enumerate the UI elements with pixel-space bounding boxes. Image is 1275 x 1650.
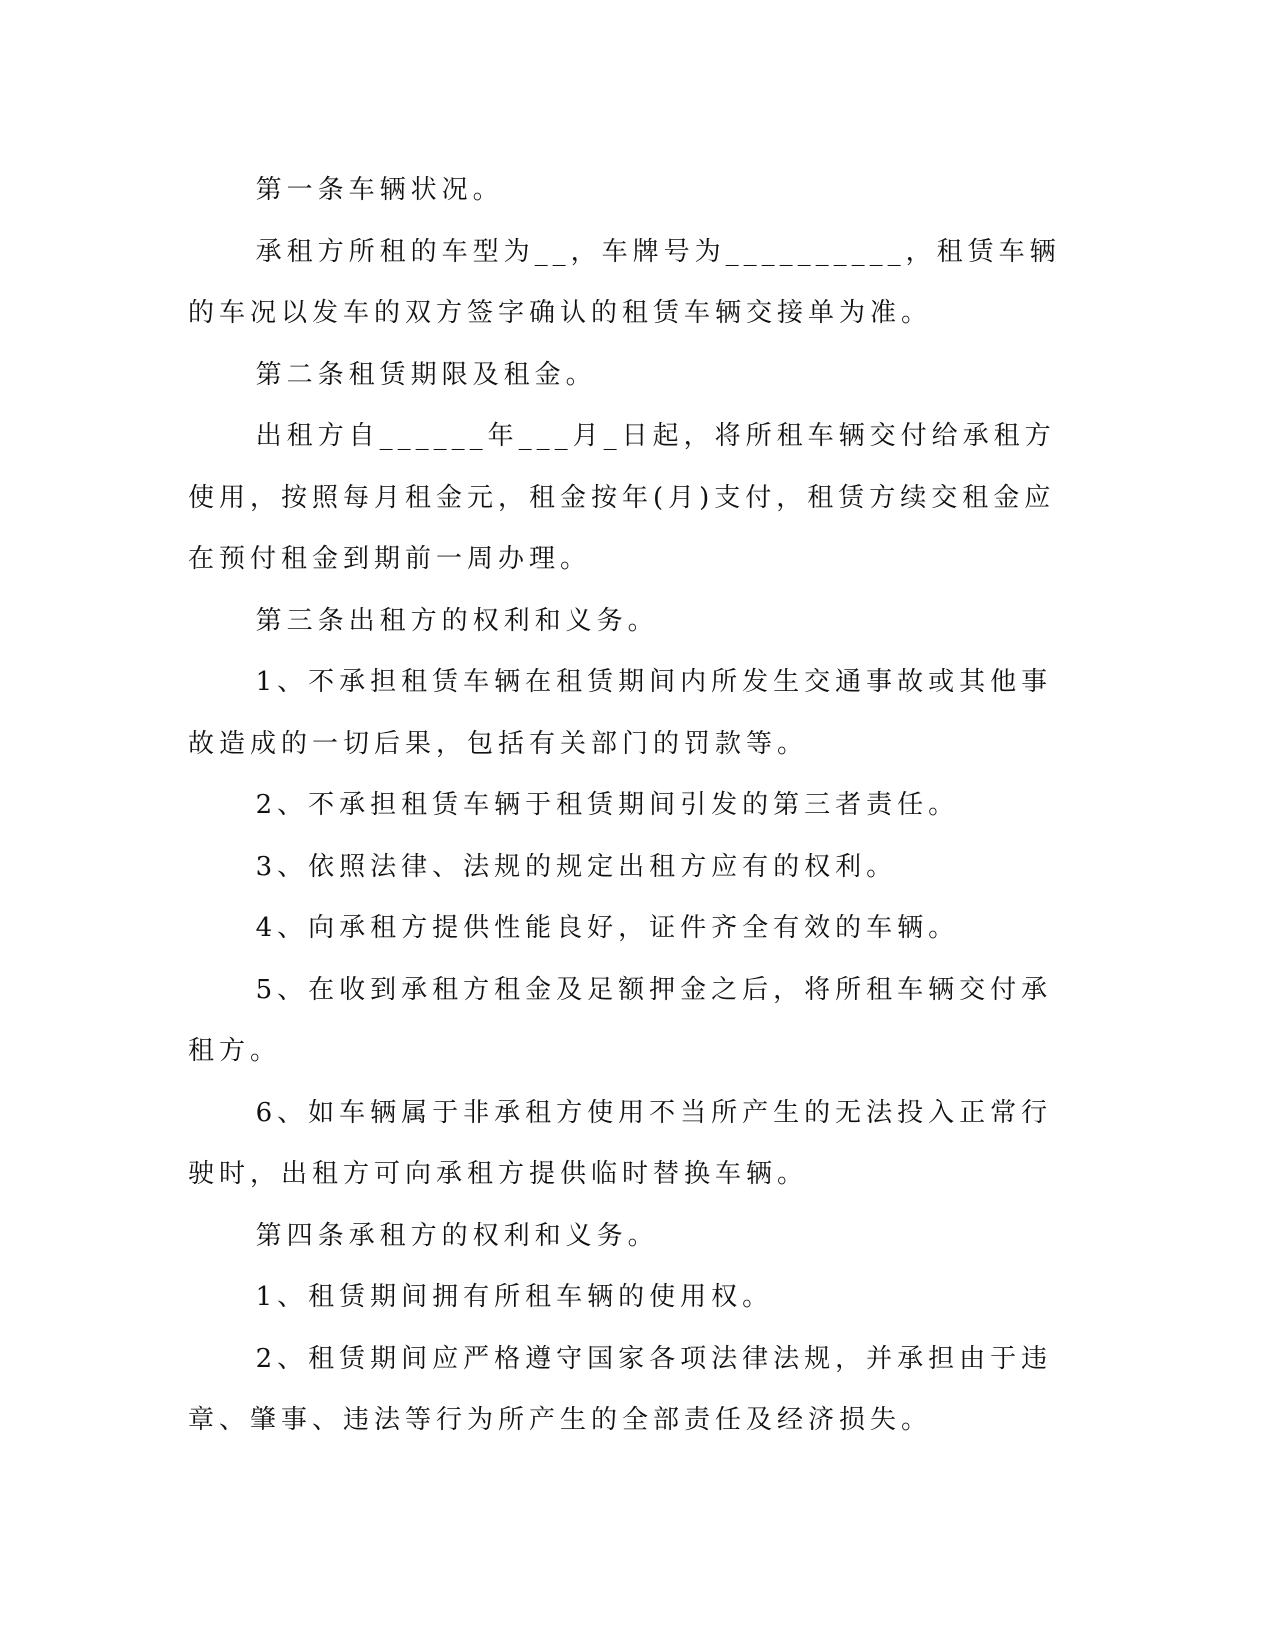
- lessor-clause-1: 1、不承担租赁车辆在租赁期间内所发生交通事故或其他事故造成的一切后果，包括有关部门的罚款等。: [188, 667, 1053, 759]
- lessor-clause-5: 5、在收到承租方租金及足额押金之后，将所租车辆交付承租方。: [188, 974, 1053, 1066]
- article-1-heading: 第一条车辆状况。: [255, 175, 504, 205]
- lessee-clause-1: 1、租赁期间拥有所租车辆的使用权。: [255, 1282, 774, 1312]
- lessor-clause-2: 2、不承担租赁车辆于租赁期间引发的第三者责任。: [255, 790, 960, 820]
- document-body: [188, 160, 1073, 1452]
- lessor-clause-6: 6、如车辆属于非承租方使用不当所产生的无法投入正常行驶时，出租方可向承租方提供临时替换车辆。: [188, 1097, 1053, 1189]
- article-4-heading: 第四条承租方的权利和义务。: [255, 1220, 659, 1251]
- article-2-heading: 第二条租赁期限及租金。: [255, 359, 597, 390]
- lessor-clause-3: 3、依照法律、法规的规定出租方应有的权利。: [255, 851, 898, 882]
- lessee-clause-2: 2、租赁期间应严格遵守国家各项法律法规，并承担由于违章、肇事、违法等行为所产生的全部责任及经济损失。: [188, 1343, 1053, 1435]
- article-3-heading: 第三条出租方的权利和义务。: [255, 605, 659, 636]
- vehicle-description-paragraph: 承租方所租的车型为__，车牌号为__________，租赁车辆的车况以发车的双方签字确认的租赁车辆交接单为准。: [188, 236, 1061, 328]
- lease-term-paragraph: 出租方自______年___月_日起，将所租车辆交付给承租方使用，按照每月租金元，租金按年(月)支付，租赁方续交租金应在预付租金到期前一周办理。: [188, 421, 1056, 574]
- lessor-clause-4: 4、向承租方提供性能良好，证件齐全有效的车辆。: [255, 913, 960, 943]
